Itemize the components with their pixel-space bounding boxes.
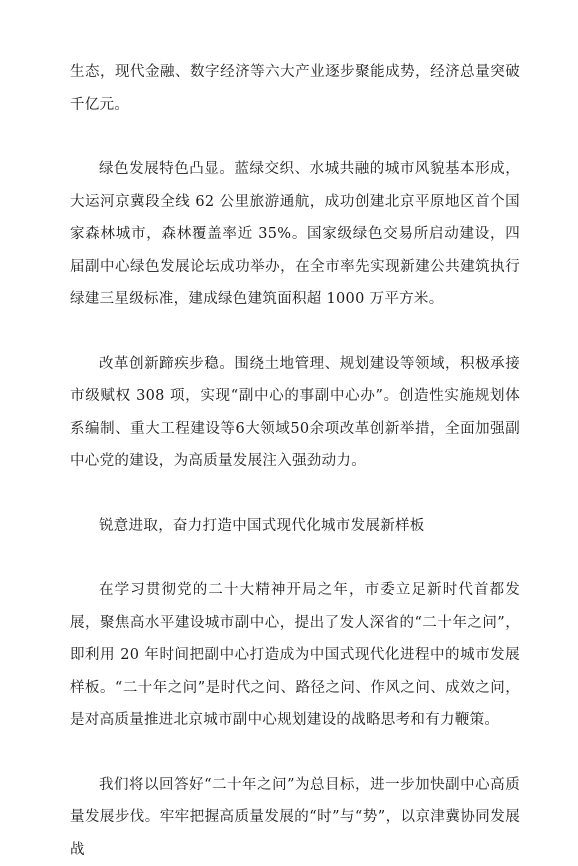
paragraph-twenty-year-question: 在学习贯彻党的二十大精神开局之年，市委立足新时代首都发展，聚焦高水平建设城市副中心，提出了发人深省的“二十年之问”，即利用 20 年时间把副中心打造成为中国式现代化进程中的城市发展样板。“二十年之问”是时代之问、路径之问、作风之问、成效之问，是对高质量推进北京城市副中心规划建设的战略思考和有力鞭策。 — [70, 574, 520, 737]
paragraph-gap — [70, 316, 520, 348]
paragraph-green-development: 绿色发展特色凸显。蓝绿交织、水城共融的城市风貌基本形成，大运河京冀段全线 62 公里旅游通航，成功创建北京平原地区首个国家森林城市，森林覆盖率近 35%。国家级绿色交易所启动建设，四届副中心绿色发展论坛成功举办，在全市率先实现新建公共建筑执行绿建三星级标准，建成绿色建筑面积超 1000 万平方米。 — [70, 153, 520, 316]
paragraph-overall-goal: 我们将以回答好“二十年之问”为总目标，进一步加快副中心高质量发展步伐。牢牢把握高质量发展的“时”与“势”，以京津冀协同发展战 — [70, 769, 520, 866]
paragraph-economy-continued: 生态，现代金融、数字经济等六大产业逐步聚能成势，经济总量突破千亿元。 — [70, 56, 520, 121]
paragraph-gap — [70, 542, 520, 574]
article-body — [70, 56, 520, 866]
section-heading: 锐意进取，奋力打造中国式现代化城市发展新样板 — [70, 510, 520, 543]
paragraph-gap — [70, 478, 520, 510]
paragraph-gap — [70, 121, 520, 153]
paragraph-reform-innovation: 改革创新蹄疾步稳。围绕土地管理、规划建设等领域，积极承接市级赋权 308 项，实现“副中心的事副中心办”。创造性实施规划体系编制、重大工程建设等6大领域50余项改革创新举措，全面加强副中心党的建设，为高质量发展注入强劲动力。 — [70, 348, 520, 478]
paragraph-gap — [70, 737, 520, 769]
